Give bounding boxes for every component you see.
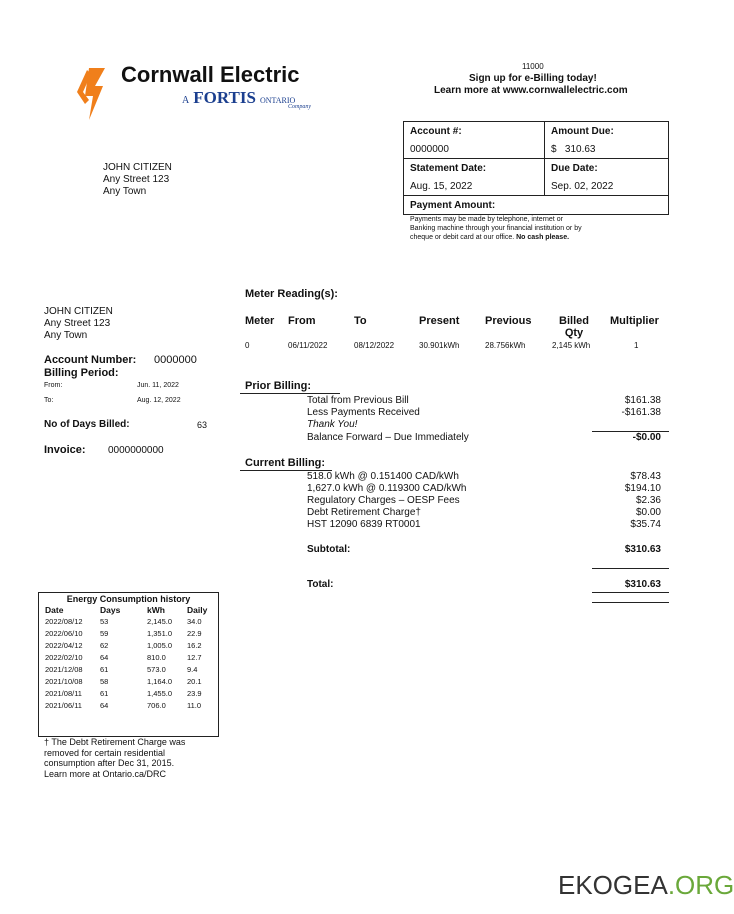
mail-street: Any Street 123 <box>103 174 170 185</box>
logo-name: Cornwall Electric <box>121 62 300 87</box>
history-cell: 64 <box>100 653 109 662</box>
meter-header: From <box>288 315 316 327</box>
customer-address <box>44 306 113 342</box>
prior-item-value: -$161.38 <box>621 407 661 418</box>
thank-you: Thank You! <box>307 419 358 430</box>
history-cell: 53 <box>100 617 109 626</box>
logo-company: Company <box>288 104 311 110</box>
history-cell: 61 <box>100 689 109 698</box>
payment-note-1: Payments may be made by telephone, internet or <box>410 216 563 223</box>
watermark <box>558 870 734 901</box>
current-item-label: 518.0 kWh @ 0.151400 CAD/kWh <box>307 471 459 482</box>
subtotal-value: $310.63 <box>624 544 661 555</box>
to-label: To: <box>44 397 54 404</box>
history-cell: 11.0 <box>187 701 202 710</box>
logo-fortis: FORTIS <box>193 88 256 107</box>
history-cell: 706.0 <box>147 701 166 710</box>
meter-cell: 30.901kWh <box>419 341 460 350</box>
total-value: $310.63 <box>624 579 661 590</box>
total-label: Total: <box>307 579 334 590</box>
lightning-logo-icon <box>75 66 119 122</box>
mail-address <box>103 162 172 198</box>
current-item-label: Regulatory Charges – OESP Fees <box>307 495 460 506</box>
history-cell: 2022/08/12 <box>45 617 83 626</box>
current-item-value: $35.74 <box>630 519 661 530</box>
customer-street: Any Street 123 <box>44 318 111 329</box>
history-cell: 2021/06/11 <box>45 701 82 710</box>
history-row <box>44 688 208 700</box>
history-cell: 2021/08/11 <box>45 689 82 698</box>
footnote-line: consumption after Dec 31, 2015. <box>44 758 175 768</box>
customer-name: JOHN CITIZEN <box>44 306 113 317</box>
invoice-label: Invoice: <box>44 444 86 456</box>
current-item-label: Debt Retirement Charge† <box>307 507 421 518</box>
to-value: Aug. 12, 2022 <box>137 397 181 404</box>
history-cell: 2022/04/12 <box>45 641 83 650</box>
invoice-value: 0000000000 <box>108 445 164 456</box>
customer-town: Any Town <box>44 330 88 341</box>
history-cell: 58 <box>100 677 109 686</box>
history-cell: 64 <box>100 701 109 710</box>
payment-note-2: Banking machine through your financial institution or by <box>410 225 582 232</box>
history-title: Energy Consumption history <box>66 594 191 604</box>
subtotal-label: Subtotal: <box>307 544 351 555</box>
current-item-label: HST 12090 6839 RT0001 <box>307 519 421 530</box>
statement-date-value: Aug. 15, 2022 <box>404 177 545 196</box>
account-number-label: Account Number: <box>44 354 137 366</box>
history-cell: 61 <box>100 665 109 674</box>
days-billed-value: 63 <box>197 420 208 430</box>
prior-item-label: Total from Previous Bill <box>307 395 409 406</box>
amount-due-value: 310.63 <box>564 143 596 155</box>
history-header: Days <box>100 605 121 615</box>
history-cell: 573.0 <box>147 665 166 674</box>
history-cell: 9.4 <box>187 665 198 674</box>
history-cell: 2022/02/10 <box>45 653 83 662</box>
footnote-line: † The Debt Retirement Charge was <box>44 737 186 747</box>
meter-header: Meter <box>245 315 275 327</box>
history-cell: 62 <box>100 641 109 650</box>
footnote-line: removed for certain residential <box>44 747 166 758</box>
current-item-value: $194.10 <box>624 483 661 494</box>
current-item-value: $2.36 <box>635 495 661 506</box>
amount-due-cell <box>545 140 669 159</box>
current-item-value: $0.00 <box>635 507 661 518</box>
due-date-value: Sep. 02, 2022 <box>545 177 669 196</box>
mail-town: Any Town <box>103 186 147 197</box>
statement-date-label: Statement Date: <box>404 159 545 178</box>
amount-due-label: Amount Due: <box>545 122 669 141</box>
account-number-value: 0000000 <box>154 354 197 366</box>
promo-link[interactable]: Learn more at www.cornwallelectric.com <box>434 85 628 96</box>
mail-name: JOHN CITIZEN <box>103 162 172 173</box>
history-row <box>44 616 208 628</box>
meter-cell: 28.756kWh <box>485 341 526 350</box>
account-label: Account #: <box>404 122 545 141</box>
meter-cell: 06/11/2022 <box>288 341 328 350</box>
balance-forward-label: Balance Forward – Due Immediately <box>307 432 469 443</box>
footnote <box>44 737 185 779</box>
history-cell: 1,455.0 <box>147 689 173 698</box>
history-cell: 23.9 <box>187 689 202 698</box>
footnote-line: Learn more at Ontario.ca/DRC <box>44 768 167 779</box>
meter-header: Present <box>419 315 460 327</box>
history-cell: 12.7 <box>187 653 202 662</box>
from-label: From: <box>44 382 63 389</box>
meter-cell: 0 <box>245 341 250 350</box>
history-cell: 810.0 <box>147 653 166 662</box>
payment-note <box>410 215 582 242</box>
logo-ontario: ONTARIO <box>259 96 296 105</box>
history-row <box>44 700 208 712</box>
meter-cell: 1 <box>634 341 639 350</box>
payment-note-3: cheque or debit card at our office. <box>410 234 515 241</box>
history-cell: 2021/12/08 <box>45 665 83 674</box>
meter-title: Meter Reading(s): <box>245 288 338 300</box>
current-billing-title: Current Billing: <box>245 457 326 469</box>
meter-header: Billed Qty <box>559 315 589 339</box>
history-header: kWh <box>147 605 165 615</box>
history-cell: 1,005.0 <box>147 641 173 650</box>
history-cell: 20.1 <box>187 677 202 686</box>
history-row <box>44 664 208 676</box>
history-cell: 59 <box>100 629 109 638</box>
history-row <box>44 640 208 652</box>
current-item-value: $78.43 <box>630 471 661 482</box>
promo-line1: Sign up for e-Billing today! <box>469 73 597 84</box>
watermark-part2: .ORG <box>667 870 734 900</box>
prior-billing-title: Prior Billing: <box>245 380 311 392</box>
meter-header: Previous <box>485 315 532 327</box>
history-cell: 22.9 <box>187 629 202 638</box>
history-cell: 2022/06/10 <box>45 629 83 638</box>
account-summary-box <box>403 121 669 215</box>
history-row <box>44 628 208 640</box>
meter-cell: 2,145 kWh <box>552 341 591 350</box>
payment-amount-label: Payment Amount: <box>404 196 669 215</box>
billing-period-label: Billing Period: <box>44 367 119 379</box>
history-cell: 16.2 <box>187 641 202 650</box>
consumption-history-box <box>38 592 219 737</box>
due-date-label: Due Date: <box>545 159 669 178</box>
meter-cell: 08/12/2022 <box>354 341 395 350</box>
current-item-label: 1,627.0 kWh @ 0.119300 CAD/kWh <box>307 483 467 494</box>
prior-item-value: $161.38 <box>624 395 661 406</box>
watermark-part1: EKOGEA <box>558 870 668 900</box>
history-cell: 34.0 <box>187 617 202 626</box>
history-row <box>44 652 208 664</box>
payment-note-bold: No cash please. <box>516 234 570 241</box>
currency: $ <box>551 143 557 155</box>
history-cell: 2,145.0 <box>147 617 173 626</box>
promo-code: 11000 <box>522 62 544 71</box>
from-value: Jun. 11, 2022 <box>137 382 179 389</box>
history-table <box>44 604 208 712</box>
history-cell: 2021/10/08 <box>45 677 83 686</box>
days-billed-label: No of Days Billed: <box>44 419 130 430</box>
history-cell: 1,164.0 <box>147 677 173 686</box>
history-header: Date <box>45 605 64 615</box>
meter-header: To <box>354 315 367 327</box>
account-value: 0000000 <box>404 140 545 159</box>
history-cell: 1,351.0 <box>147 629 173 638</box>
meter-header: Multiplier <box>610 315 659 327</box>
logo-a: A <box>182 95 190 106</box>
balance-forward-value: -$0.00 <box>632 432 661 443</box>
prior-item-label: Less Payments Received <box>307 407 420 418</box>
history-header: Daily <box>187 605 208 615</box>
history-row <box>44 676 208 688</box>
